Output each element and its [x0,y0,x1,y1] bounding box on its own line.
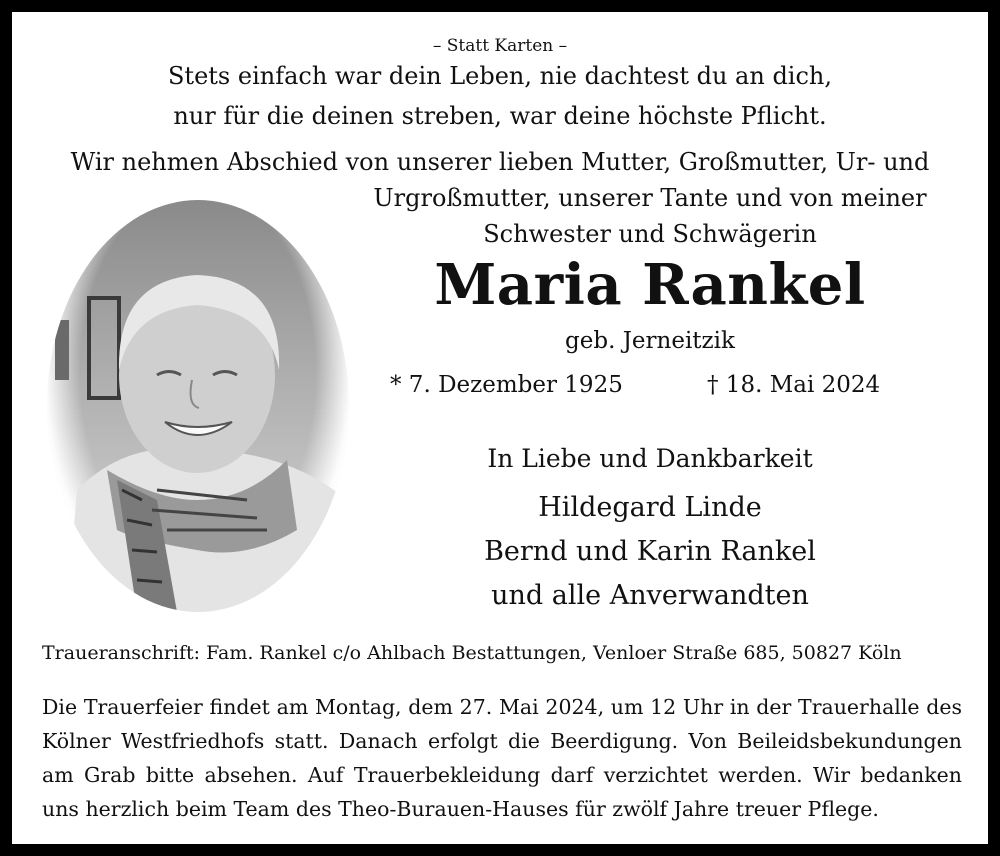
notice-line-2: Kölner Westfriedhofs statt. Danach erfolgt die Beerdigung. Von Beileidsbekundungen [42,729,962,753]
portrait-photo [47,200,349,612]
mourner-1: Hildegard Linde [538,492,762,523]
obituary-notice [12,12,988,844]
mourner-2: Bernd und Karin Rankel [484,536,816,567]
kicker: – Statt Karten – [432,36,568,56]
intro-line-1: Wir nehmen Abschied von unserer lieben Mutter, Großmutter, Ur- und [70,148,930,176]
intro-line-3: Schwester und Schwägerin [483,220,817,248]
maiden-name: geb. Jerneitzik [565,328,735,354]
death-date: † 18. Mai 2024 [707,372,881,398]
mourner-3: und alle Anverwandten [491,580,809,611]
dedication: In Liebe und Dankbarkeit [487,444,813,473]
birth-date: * 7. Dezember 1925 [390,372,623,398]
verse-line-2: nur für die deinen streben, war deine höchste Pflicht. [173,102,827,130]
mourning-address: Traueranschrift: Fam. Rankel c/o Ahlbach Bestattungen, Venloer Straße 685, 50827 Köln [42,642,902,664]
portrait-image [47,200,349,612]
verse-line-1: Stets einfach war dein Leben, nie dachtest du an dich, [167,62,833,90]
deceased-name: Maria Rankel [434,252,866,318]
notice-line-4: uns herzlich beim Team des Theo-Burauen-Hauses für zwölf Jahre treuer Pflege. [42,797,879,821]
notice-line-1: Die Trauerfeier findet am Montag, dem 27. Mai 2024, um 12 Uhr in der Trauerhalle des [42,695,962,719]
funeral-notice [42,690,962,826]
notice-line-3: am Grab bitte absehen. Auf Trauerbekleidung darf verzichtet werden. Wir bedanken [42,763,962,787]
intro-line-2: Urgroßmutter, unserer Tante und von meiner [373,184,927,212]
